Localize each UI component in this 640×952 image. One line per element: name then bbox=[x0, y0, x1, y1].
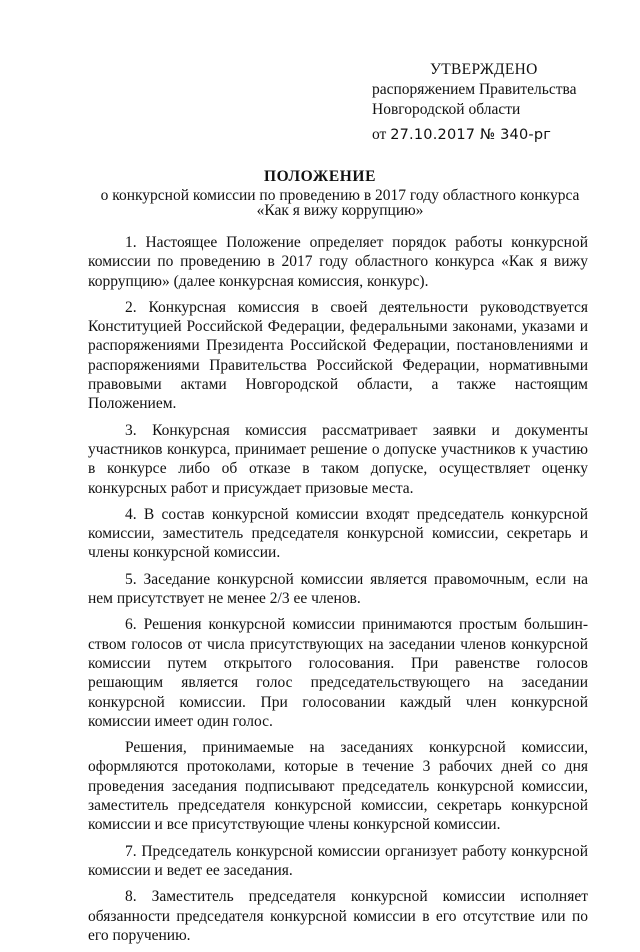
approval-date-prefix: от bbox=[372, 126, 387, 143]
approval-authority-line: распоряжением Правительства bbox=[372, 81, 577, 98]
paragraph-5: 5. Заседание конкурсной комиссии является правомочным, если на нем присутствует не менее 2/3 ее членов. bbox=[88, 570, 588, 608]
paragraph-1: 1. Настоящее Положение определяет порядок работы конкурсной комиссии по проведению в 2017 году областного конкурса «Как я вижу коррупцию» (далее конкурсная комиссия, конкурс). bbox=[88, 234, 588, 290]
paragraph-4: 4. В состав конкурсной комиссии входят председатель конкурсной комиссии, заместитель председателя конкурсной комиссии, секретарь и члены конкурсной комиссии. bbox=[88, 505, 588, 562]
approval-heading: УТВЕРЖДЕНО bbox=[430, 61, 538, 78]
paragraph-7: 7. Председатель конкурсной комиссии организует работу конкурсной комиссии и ведет ее заседания. bbox=[88, 842, 588, 879]
paragraph-6: 6. Решения конкурсной комиссии принимаются простым большинством голосов от числа присутствующих на заседании членов конкурсной комиссии путем открытого голосования. При равенстве голосов решающим является голос председательствующего на заседании конкурсной комиссии. При голосовании каждый член конкурсной комиссии имеет один голос. bbox=[88, 616, 588, 730]
subtitle-line-2: «Как я вижу коррупцию» bbox=[256, 202, 424, 219]
document-title: ПОЛОЖЕНИЕ bbox=[263, 168, 377, 185]
paragraph-6-continuation: Решения, принимаемые на заседаниях конкурсной комиссии, оформляются протоколами, которые в течение 3 рабочих дней со дня проведения заседания подписывают председатель конкурсной комиссии, заместитель председателя конкурсной комиссии, секретарь конкурсной комиссии и все присутствующие члены конкурсной комиссии. bbox=[88, 739, 588, 834]
approval-date-number: 27.10.2017 № 340-рг bbox=[390, 127, 552, 143]
subtitle-line-1: о конкурсной комиссии по проведению в 2017 году областного конкурса bbox=[100, 187, 580, 204]
document-body bbox=[88, 233, 588, 952]
document-subtitle bbox=[95, 188, 585, 218]
approval-region-line: Новгородской области bbox=[372, 101, 521, 118]
paragraph-8: 8. Заместитель председателя конкурсной комиссии исполняет обязанности председателя конкурсной комиссии в его отсутствие или по его поручению. bbox=[88, 888, 588, 944]
approval-date-line bbox=[372, 125, 577, 145]
paragraph-3: 3. Конкурсная комиссия рассматривает заявки и документы участников конкурса, принимает решение о допуске участников к участию в конкурсе либо об отказе в таком допуске, осуществляет оценку конкурсных работ и присуждает призовые места. bbox=[88, 421, 588, 497]
paragraph-2: 2. Конкурсная комиссия в своей деятельности руководствуется Конституцией Российской Федерации, федеральными законами, указами и распоряжениями Президента Российской Федерации, постановлениями и распоряжениями Правительства Российской Федерации, нормативными правовыми актами Новгородской области, а также настоящим Положением. bbox=[88, 298, 588, 413]
approval-stamp-block bbox=[372, 60, 577, 145]
